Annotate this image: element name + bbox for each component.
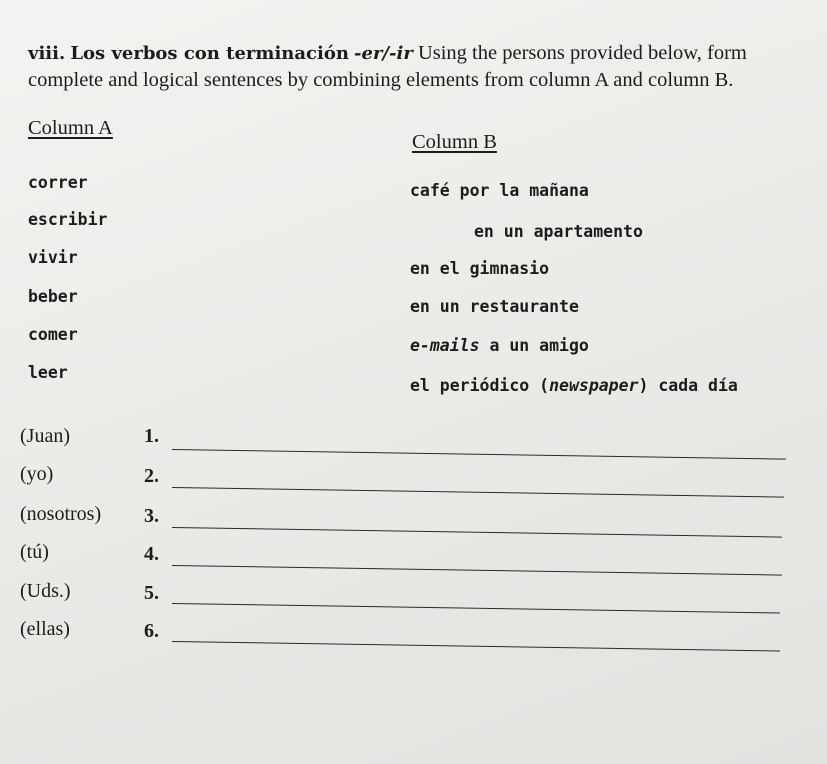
- row-number: 6.: [144, 620, 159, 642]
- row-person: (ellas): [20, 618, 70, 640]
- column-b-header: Column B: [412, 131, 497, 153]
- column-a-item: leer: [28, 363, 68, 382]
- column-b-item: [410, 376, 738, 395]
- answer-line[interactable]: [172, 565, 782, 576]
- exercise-number: viii.: [28, 43, 66, 64]
- exercise-heading: Los verbos con terminación: [70, 43, 349, 64]
- row-number: 2.: [144, 465, 159, 487]
- column-a-item: comer: [28, 325, 78, 344]
- column-a-item: beber: [28, 287, 78, 306]
- column-b-item-text-after: ) cada día: [638, 376, 738, 395]
- answer-line[interactable]: [172, 603, 780, 614]
- row-person: (yo): [20, 463, 54, 485]
- row-person: (nosotros): [20, 503, 102, 525]
- answer-line[interactable]: [172, 641, 780, 652]
- column-b-item-text: en el gimnasio: [410, 259, 550, 278]
- answer-line[interactable]: [172, 487, 784, 498]
- answer-line[interactable]: [172, 527, 782, 538]
- exercise-instructions: [28, 40, 798, 93]
- row-number: 4.: [144, 543, 159, 565]
- row-number: 1.: [144, 425, 159, 447]
- row-person: (tú): [20, 541, 49, 563]
- column-b-item-text: en un restaurante: [410, 297, 579, 316]
- answer-line[interactable]: [172, 449, 786, 460]
- column-a-item: escribir: [28, 210, 108, 229]
- column-b-item-text: café por la mañana: [410, 181, 589, 200]
- row-person: (Juan): [20, 425, 70, 447]
- column-b-item-italic: e-mails: [410, 336, 480, 355]
- column-a-item: vivir: [28, 248, 78, 267]
- column-b-item-text: el periódico (: [410, 376, 550, 395]
- column-a-item: correr: [28, 173, 88, 192]
- row-number: 5.: [144, 582, 159, 604]
- row-number: 3.: [144, 505, 159, 527]
- column-b-item: [474, 222, 643, 241]
- column-b-item: [410, 259, 549, 278]
- column-b-item: [410, 297, 579, 316]
- exercise-instruction-text: Using the persons provided below, form complete and logical sentences by combining elements from column A and column B.: [28, 42, 747, 91]
- column-b-item: [410, 336, 589, 355]
- column-b-item-italic: newspaper: [549, 376, 639, 395]
- column-a-header: Column A: [28, 117, 113, 139]
- column-b-item: [410, 181, 589, 200]
- exercise-ending: -er/-ir: [354, 43, 413, 64]
- row-person: (Uds.): [20, 580, 71, 602]
- column-b-item-text: en un apartamento: [474, 222, 643, 241]
- column-b-item-text: a un amigo: [479, 336, 589, 355]
